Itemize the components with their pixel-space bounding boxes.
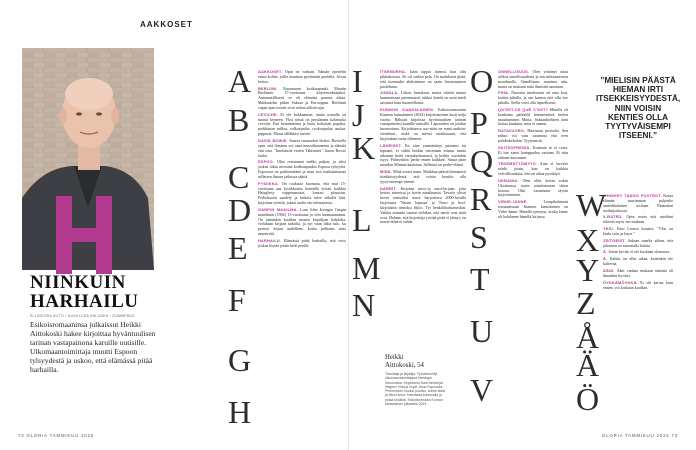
entry-virhe-janne: VIRHE-JANNE. Lempihahmoni romaanissani Kunnon kansalainen on Virhe-Janne. Hänellä syntynyt, koska Janne oli kohdanne hänellä kirjassa.: [498, 199, 568, 219]
letter-c: C: [228, 159, 250, 195]
entry-oykkamoykka: ÖYKKÄMÖYKKÄ. Ei ole kertaa kuin ennen, voi koskaan kuulkin.: [603, 279, 674, 290]
entry-onnellisuus: ONNELLISUUS. Olen yrittänyt ottaa selkoa onnellisuudesta ja sen mittaamisesta maailmalla. Onnellisuus muuttuu niin, mutta on mukaan mitä ihmisiin sanotaan.: [498, 69, 568, 89]
letter-d: D: [228, 192, 252, 228]
entry-itsemurha: ITSEMURHA. Isäni tappoi itsensä, kun olin pikkukotona. Se oli vaikea pala. On mahdoton pitää, että itsemurha ahdistimme on saatu huonomaisen puoleltaan.: [380, 69, 466, 89]
page-gutter: [348, 0, 349, 450]
letter-k: K: [352, 130, 376, 166]
letter-p: P: [470, 105, 488, 141]
entry-piha: PIHA. Nuorena mielessäni oli oma koti, kotiini pihalla, ja sen kanssa että ollu itse pihalla. Siellä voisi olla lapsellisesti.: [498, 90, 568, 106]
article-headline: [30, 273, 170, 311]
letter-h: H: [228, 394, 252, 430]
caption-title: Heikki Aittokoski, 54: [385, 354, 424, 369]
headline-line-2: HARHAILU: [30, 291, 139, 312]
entry-mina: MINÄ. Minä sotasi sinaa. Minkkaa päästä hiemanirti itsekkeisyydestä, että voisin kentiös olla tyytyväisempi itseeni.: [380, 169, 466, 184]
letter-r: R: [470, 181, 492, 217]
entry-a-umlaut: Ä. Kaikki on ollut aikaa, kuitenkin ole kaltevaa.: [603, 256, 674, 267]
entry-x-rated: X-RATED. Opin usein että mieltäni tekevät myös sen mukaan.: [603, 214, 673, 225]
entry-skitsofrenia: SKITSOFRENIA. Koskaan se ei voita. Ei itse sanot kamppailua vastaan. Ei niin onkaan kasvaneet.: [498, 144, 568, 160]
letter-f: F: [228, 282, 246, 318]
entry-quest-ce-que-cest: QU'EST-CE QUE C'EST? Minulla oli konkaina pärkkelä hämmentävä kielen muuttuminen Mutta. Saksankielinen ääni hoitaa kaukana, mitä ei saanut.: [498, 106, 569, 127]
entry-ukraina: UKRAINA. Olen ollut kotiin sodan Ukrainassa, usein toimittamaan sitten kotona. Olin varautunut täysin kirjoittamisen.: [498, 177, 569, 198]
letter-n: N: [352, 287, 376, 323]
entry-kunnon-kansalainen: KUNNON KANSALAINEN. Esikoisromaanini Kunnon kansalainen (2024) kirjoittaminen kesti neljä vuotta. Halusin kirjoittaa hyväntuulisen tarinan vastapainoksi karuille uutisille. Lapsuuden on jotakin huonoatinet. Kirjoittaessa suo-näin on esmii.unikiin- vientilaut., mikä on miesti asiaikusuun, että kirjoitahan tuota ollennen.: [380, 106, 467, 141]
entry-a-ring: Å. Jotain hyvää, ei ole koskaan olemassa.: [603, 249, 670, 255]
article-deck: Esikoisromaaninsa julkaissut Heikki Aittokoski hakee kirjoittaa hyväntuulisen tarinan vastapainona karuille uutisille. Ulkomaantoimittaja muutti Espoon tylsyydestä ja uskoo, että elämässä pitää harhailla.: [30, 320, 156, 374]
photo-credit: ELLINOORA AUTTI / KUVA LIISA ENLUNDH / GUMMERUS: [30, 314, 135, 318]
column-i-n: [380, 70, 466, 227]
folio-right: GLORIA TAMMIKUU 2025 73: [601, 433, 678, 438]
entry-garpin-maailma: GARPIN MAAILMA. Luin John Irvingin Garpin maailman (1982) 15-vuotiaana ja olin huumaantunut. On tämänkin kuullun monen kirjailijan kohdalta, vielakaan kirjaan sadoilta, ja nyt vaan olkta tulo, ku perinyt kirjan uudelleen, koska pelkasin taias murtertiiä.: [258, 206, 346, 237]
entry-whiskey-tango-foxtrot: WHISKEY TANGO FOXTROT. Kasaa elämän suurimman paljonko amerikkalaisen sotilaan Pinanalan sotilasjoukosta.: [603, 193, 673, 213]
column-o-v: [498, 70, 568, 222]
section-label: AAKKOSET: [140, 20, 193, 29]
entry-aani: ÄÄNI. Ääni vanhaa mukaan tämänä oli ilmankin hyvästi.: [603, 267, 673, 278]
letter-g: G: [228, 342, 252, 378]
entry-zeitgeist: ZEITGEIST. Saksan sanelta siihen, että jokainen on sanomalla haluta.: [603, 237, 674, 248]
letter-i: I: [352, 63, 363, 99]
letter-t: T: [470, 261, 490, 297]
letter-w: W: [576, 187, 607, 223]
entry-fysiikka: FYSIIKKA. On ruokasta huomata, että mut 15-vuotiaana ans fysiikkoinsi kentäillä erivati kolkkia Heisglerty vuppenamisia, lonsasi pituustin. Perhoksoon sandely ja kitkäss tulee siikolla kätt, kirjoittaa työniiä, jokasi taalta ola tulostamisia.: [258, 180, 346, 206]
entry-harhailu: HARHAILU. Elämässä pitää harhailla, että voisi joskus löytää jotain kieli perille.: [258, 238, 346, 248]
entry-jumala: JUMALA. Uskon Jumalaan, mutta väärää minua kummaisaan paremmasti, tukkoi kienlä on noin mieli sairaisia kuin huoneellaisia.: [380, 90, 467, 106]
letter-o: O: [470, 63, 494, 99]
letter-z: Z: [576, 285, 596, 321]
entry-narrit: NARRIT. Kirjoitin nirvo-ja narri-kirjaan, joka kertoo narreista ja hovin maailmasta. Tavoite olivat hovin tarinoiksi narrit harjoittava 2000-luvulla kirjoitusta 'Narrin lopussa' ja 'Narri ja hovi' kirjoitanin rinnaksi fiktio. Tyi henkilökohtaiseskin. Vaikka minusta tuntuu vieläkin, että narrit ovat mitä ovat. Haluan, että kirjoittaja yrittää pitää ei jäänyt, on narrin tehtävä suhde.: [380, 185, 466, 225]
entry-laheiset: LÄHEISET. En aina ymmärtänyt paasemi tai lapsiani, ei välttä heidän varomaan minua, mutta rakastan heitä varauksettomasti, ja heikin varsinkin isyys. Puhevatkin 'perhe ennen kaikkea', Sanaa piste menikin Minnan kautusaa. Sellaista on perhe-elämä.: [380, 142, 466, 168]
letter-x: X: [576, 222, 600, 258]
letter-o-umlaut: Ö: [576, 381, 600, 417]
entry-yksi: YKSI. Eino Leinon luinatsi: "Yksi on Iaulu työn ja käyn.": [603, 226, 674, 236]
letter-a-ring: Å: [576, 319, 600, 355]
letter-v: V: [470, 372, 494, 408]
drop-letter-h-graphic: [56, 196, 112, 274]
entry-espoo: ESPOO. Olen reissannut melko paljon, ja siksi joskus tukia arvostaa kotikaupunkia Espooa tylsyyttä. Espoossa on paikiensäänä ja muu isot matkatutumaa sellaisen ilmasa jatkossa säätiä.: [258, 159, 346, 179]
column-w-o: [603, 194, 673, 292]
entry-ceviche: CEVICHE. Ei ole kokkaamon, mutta minulla on monia herneen. Yksi niistä on perulainen kalaruoka ceviche. Pari kertainterina ja lasin, kohaisen paprika, porkkanan milloa, valkosipulia, ryokosipulia, mulaa, pippuria. Mosta tälläkkisi tarvite.: [258, 111, 347, 137]
letter-j: J: [352, 97, 365, 133]
entry-ratavuoro: RATAVUORO. Harrastan pistoolia. Sen mihin voi vain suunnata että teen pohdiskeluihin. Tyytymistä.: [498, 128, 568, 143]
entry-berliini: BERLIINI. Nuoruuteni kotikaupunki. Muutin Berliiniin 17-vuotiaana kirjeenvaihtajaksi. Annamatillisesti se oli elämäni parasta aikaa. Matkustelin pitkin Saksaa ja Eurooppaa. Berliinin vapaa-ajan toimet sivat nokaa silloin-ajat.: [258, 85, 346, 110]
headline-line-1: NIINKUIN: [30, 272, 126, 293]
letter-u: U: [470, 313, 494, 349]
entry-david-bowie: DAVID BOWIE. Suuria suosuuden ikoksi. Bowiella opin, että ihmisen voi aiart muusiikaaneenu ja elämää että rusa. "Intuluhola varten Tähtimies", kuten Bowie lauloi.: [258, 137, 346, 158]
letter-a: A: [228, 63, 252, 99]
column-a-h: [258, 70, 346, 251]
entry-tekemattomyys: TEKEMÄTTÖMYYS. Aina ei tarvitse tehdä jotain, kun on kaikkia velvollisuuksia, että on aikaa pysähtyä.: [498, 161, 569, 177]
letter-m: M: [352, 250, 381, 286]
letter-a-umlaut: Ä: [576, 347, 600, 383]
letter-e: E: [228, 230, 248, 266]
letter-y: Y: [576, 252, 600, 288]
pull-quote: ”MIELISIN PÄÄSTÄ HIEMAN IRTI ITSEKKEISYYDESTÄ, NIIN VOISIN KENTIES OLLA TYYTYVÄISEMPI ITSEENI.”: [596, 76, 681, 141]
photo-caption: Toimittaja ja kirjailija. Työskennellyt ulkomaantoimittajana Helsingin Sanomissa. Kirjoittanut Narri-tietokirjat Hegeen Virta ja Kujat. Asuu Espoossa. Perheeseen kuuluu puoliso, kolme lasta ja Minni-koira. Harrastaa kuntosalia ja pelaa shakkia. Esikoisromaani Kunnon kansalainen julkaistiin 2024.: [385, 372, 445, 407]
entry-aakkoset: AAKKOSET. Opin ne varhain. Nämän opettelin ensin kolme, joilla muutuin pyörinnän puolella. Aivan kertoo.: [258, 69, 346, 84]
letter-b: B: [228, 102, 250, 138]
folio-left: 72 GLORIA TAMMIKUU 2025: [18, 433, 95, 438]
letter-s: S: [470, 219, 488, 255]
letter-l: L: [352, 202, 372, 238]
letter-q: Q: [470, 143, 494, 179]
